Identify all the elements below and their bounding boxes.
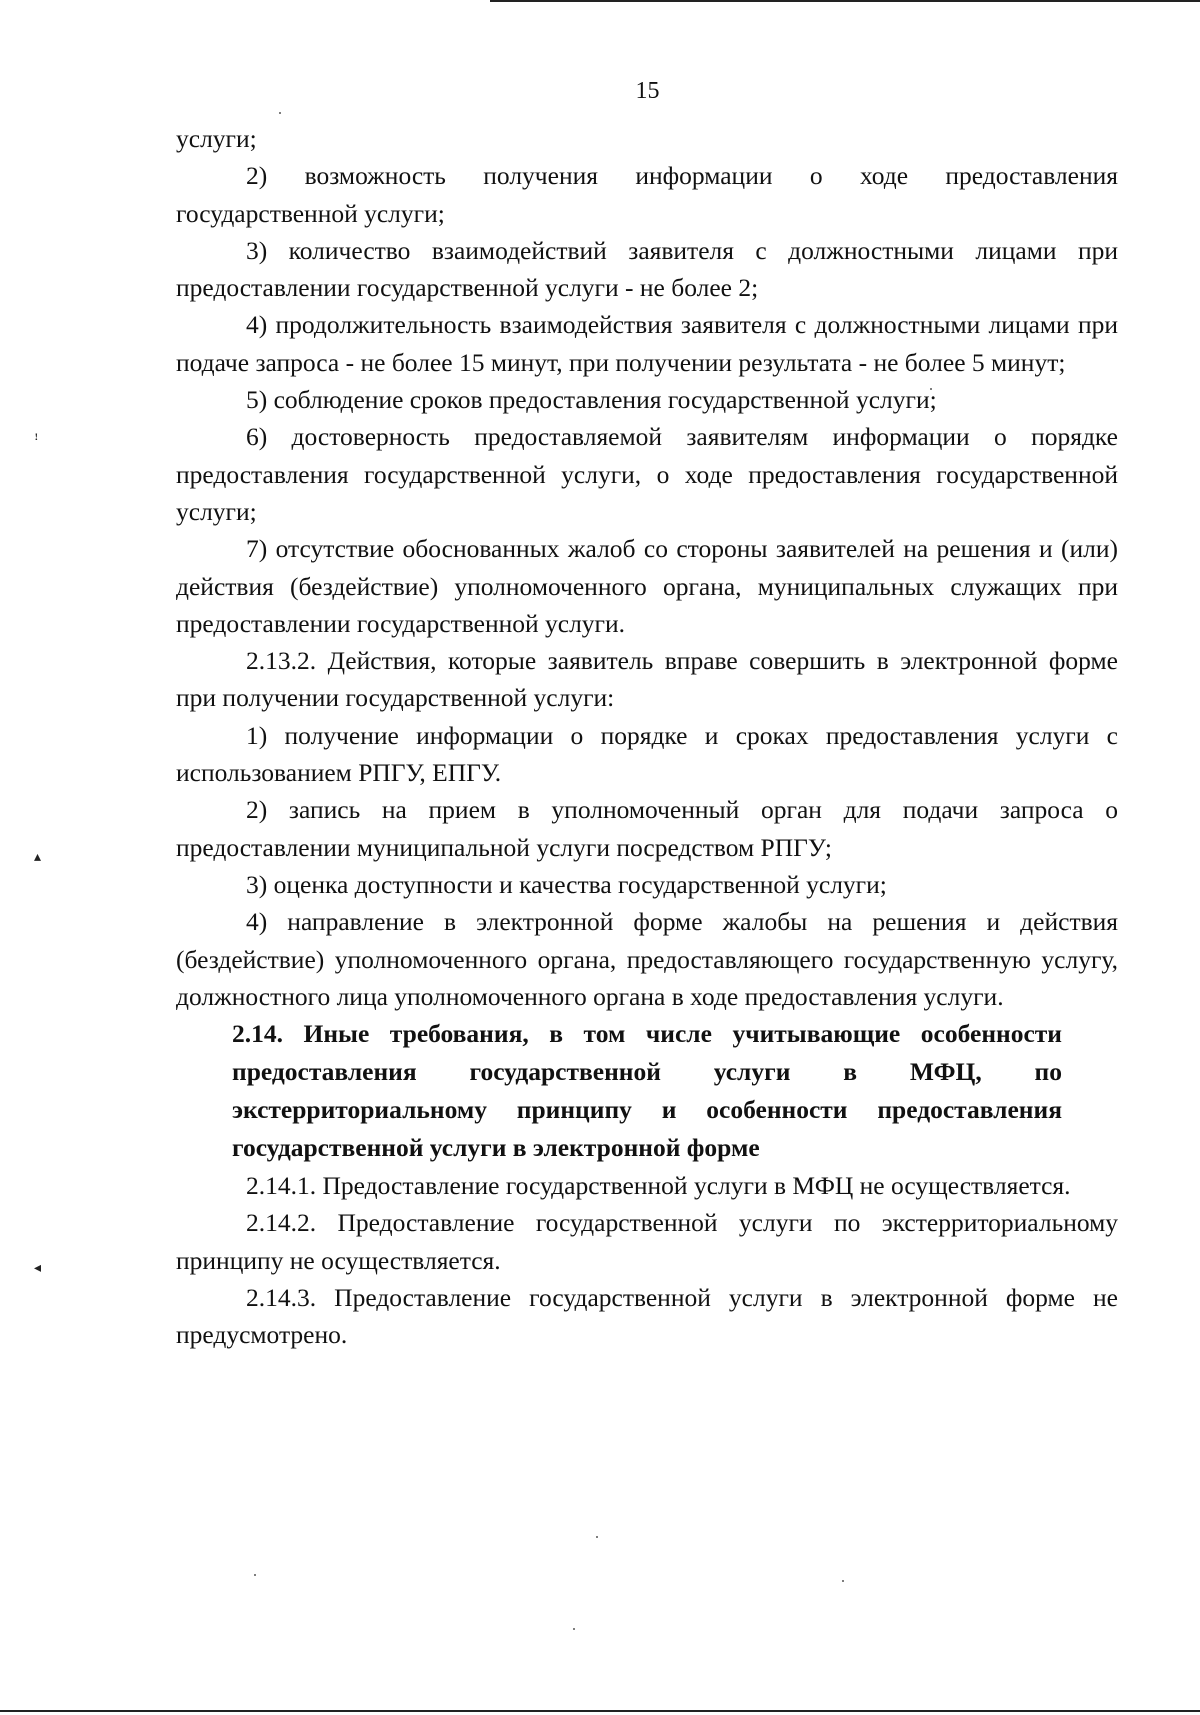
document-body: [176, 120, 1118, 1354]
scan-speck: [596, 1536, 598, 1538]
clause-2-14-1: 2.14.1. Предоставление государственной услуги в МФЦ не осуществляется.: [246, 1171, 1071, 1201]
action-item-1: 1) получение информации о порядке и сроках предоставления услуги с использованием РПГУ, ЕПГУ.: [176, 720, 1118, 788]
section-heading-2-14: 2.14. Иные требования, в том числе учитывающие особенности предоставления государственной услуги в МФЦ, по экстерриториальному принципу и особенности предоставления государственной услуги в электронной форме: [232, 1019, 1062, 1163]
paragraph-continuation: услуги;: [176, 124, 257, 153]
action-item-2: 2) запись на прием в уполномоченный орган для подачи запроса о предоставлении муниципальной услуги посредством РПГУ;: [176, 795, 1118, 862]
clause-2-13-2: 2.13.2. Действия, которые заявитель вправе совершить в электронной форме при получении государственной услуги:: [176, 646, 1118, 713]
list-item-5: 5) соблюдение сроков предоставления государственной услуги;: [246, 385, 937, 415]
clause-2-14-3: 2.14.3. Предоставление государственной услуги в электронной форме не предусмотрено.: [176, 1283, 1118, 1350]
scan-speck: [842, 1580, 844, 1582]
page-number: 15: [635, 78, 660, 104]
scan-margin-mark: ꜝ: [34, 435, 39, 450]
scan-speck: [279, 112, 281, 114]
action-item-4: 4) направление в электронной форме жалобы на решения и действия (бездействие) уполномоченного органа, предоставляющего государственную услугу, должностного лица уполномоченного органа в ходе предоставления услуги.: [176, 907, 1118, 1011]
scan-speck: [573, 1628, 575, 1630]
list-item-4: 4) продолжительность взаимодействия заявителя с должностными лицами при подаче запроса - не более 15 минут, при получении результата - не более 5 минут;: [176, 310, 1118, 377]
list-item-6: 6) достоверность предоставляемой заявителям информации о порядке предоставления государственной услуги, о ходе предоставления государственной услуги;: [176, 422, 1118, 526]
list-item-7: 7) отсутствие обоснованных жалоб со стороны заявителей на решения и (или) действия (бездействие) уполномоченного органа, муниципальных служащих при предоставлении государственной услуги.: [176, 534, 1118, 638]
list-item-3: 3) количество взаимодействий заявителя с должностными лицами при предоставлении государственной услуги - не более 2;: [176, 235, 1118, 303]
scan-speck: [254, 1574, 256, 1576]
list-item-2: 2) возможность получения информации о ходе предоставления государственной услуги;: [176, 161, 1118, 228]
scan-margin-mark: ◂: [34, 1261, 42, 1276]
scan-margin-mark: ▴: [34, 850, 42, 865]
clause-2-14-2: 2.14.2. Предоставление государственной услуги по экстерриториальному принципу не осуществляется.: [176, 1208, 1118, 1275]
bottom-edge-line: [0, 1710, 1200, 1712]
action-item-3: 3) оценка доступности и качества государственной услуги;: [246, 869, 887, 899]
top-edge-line: [490, 0, 1200, 2]
